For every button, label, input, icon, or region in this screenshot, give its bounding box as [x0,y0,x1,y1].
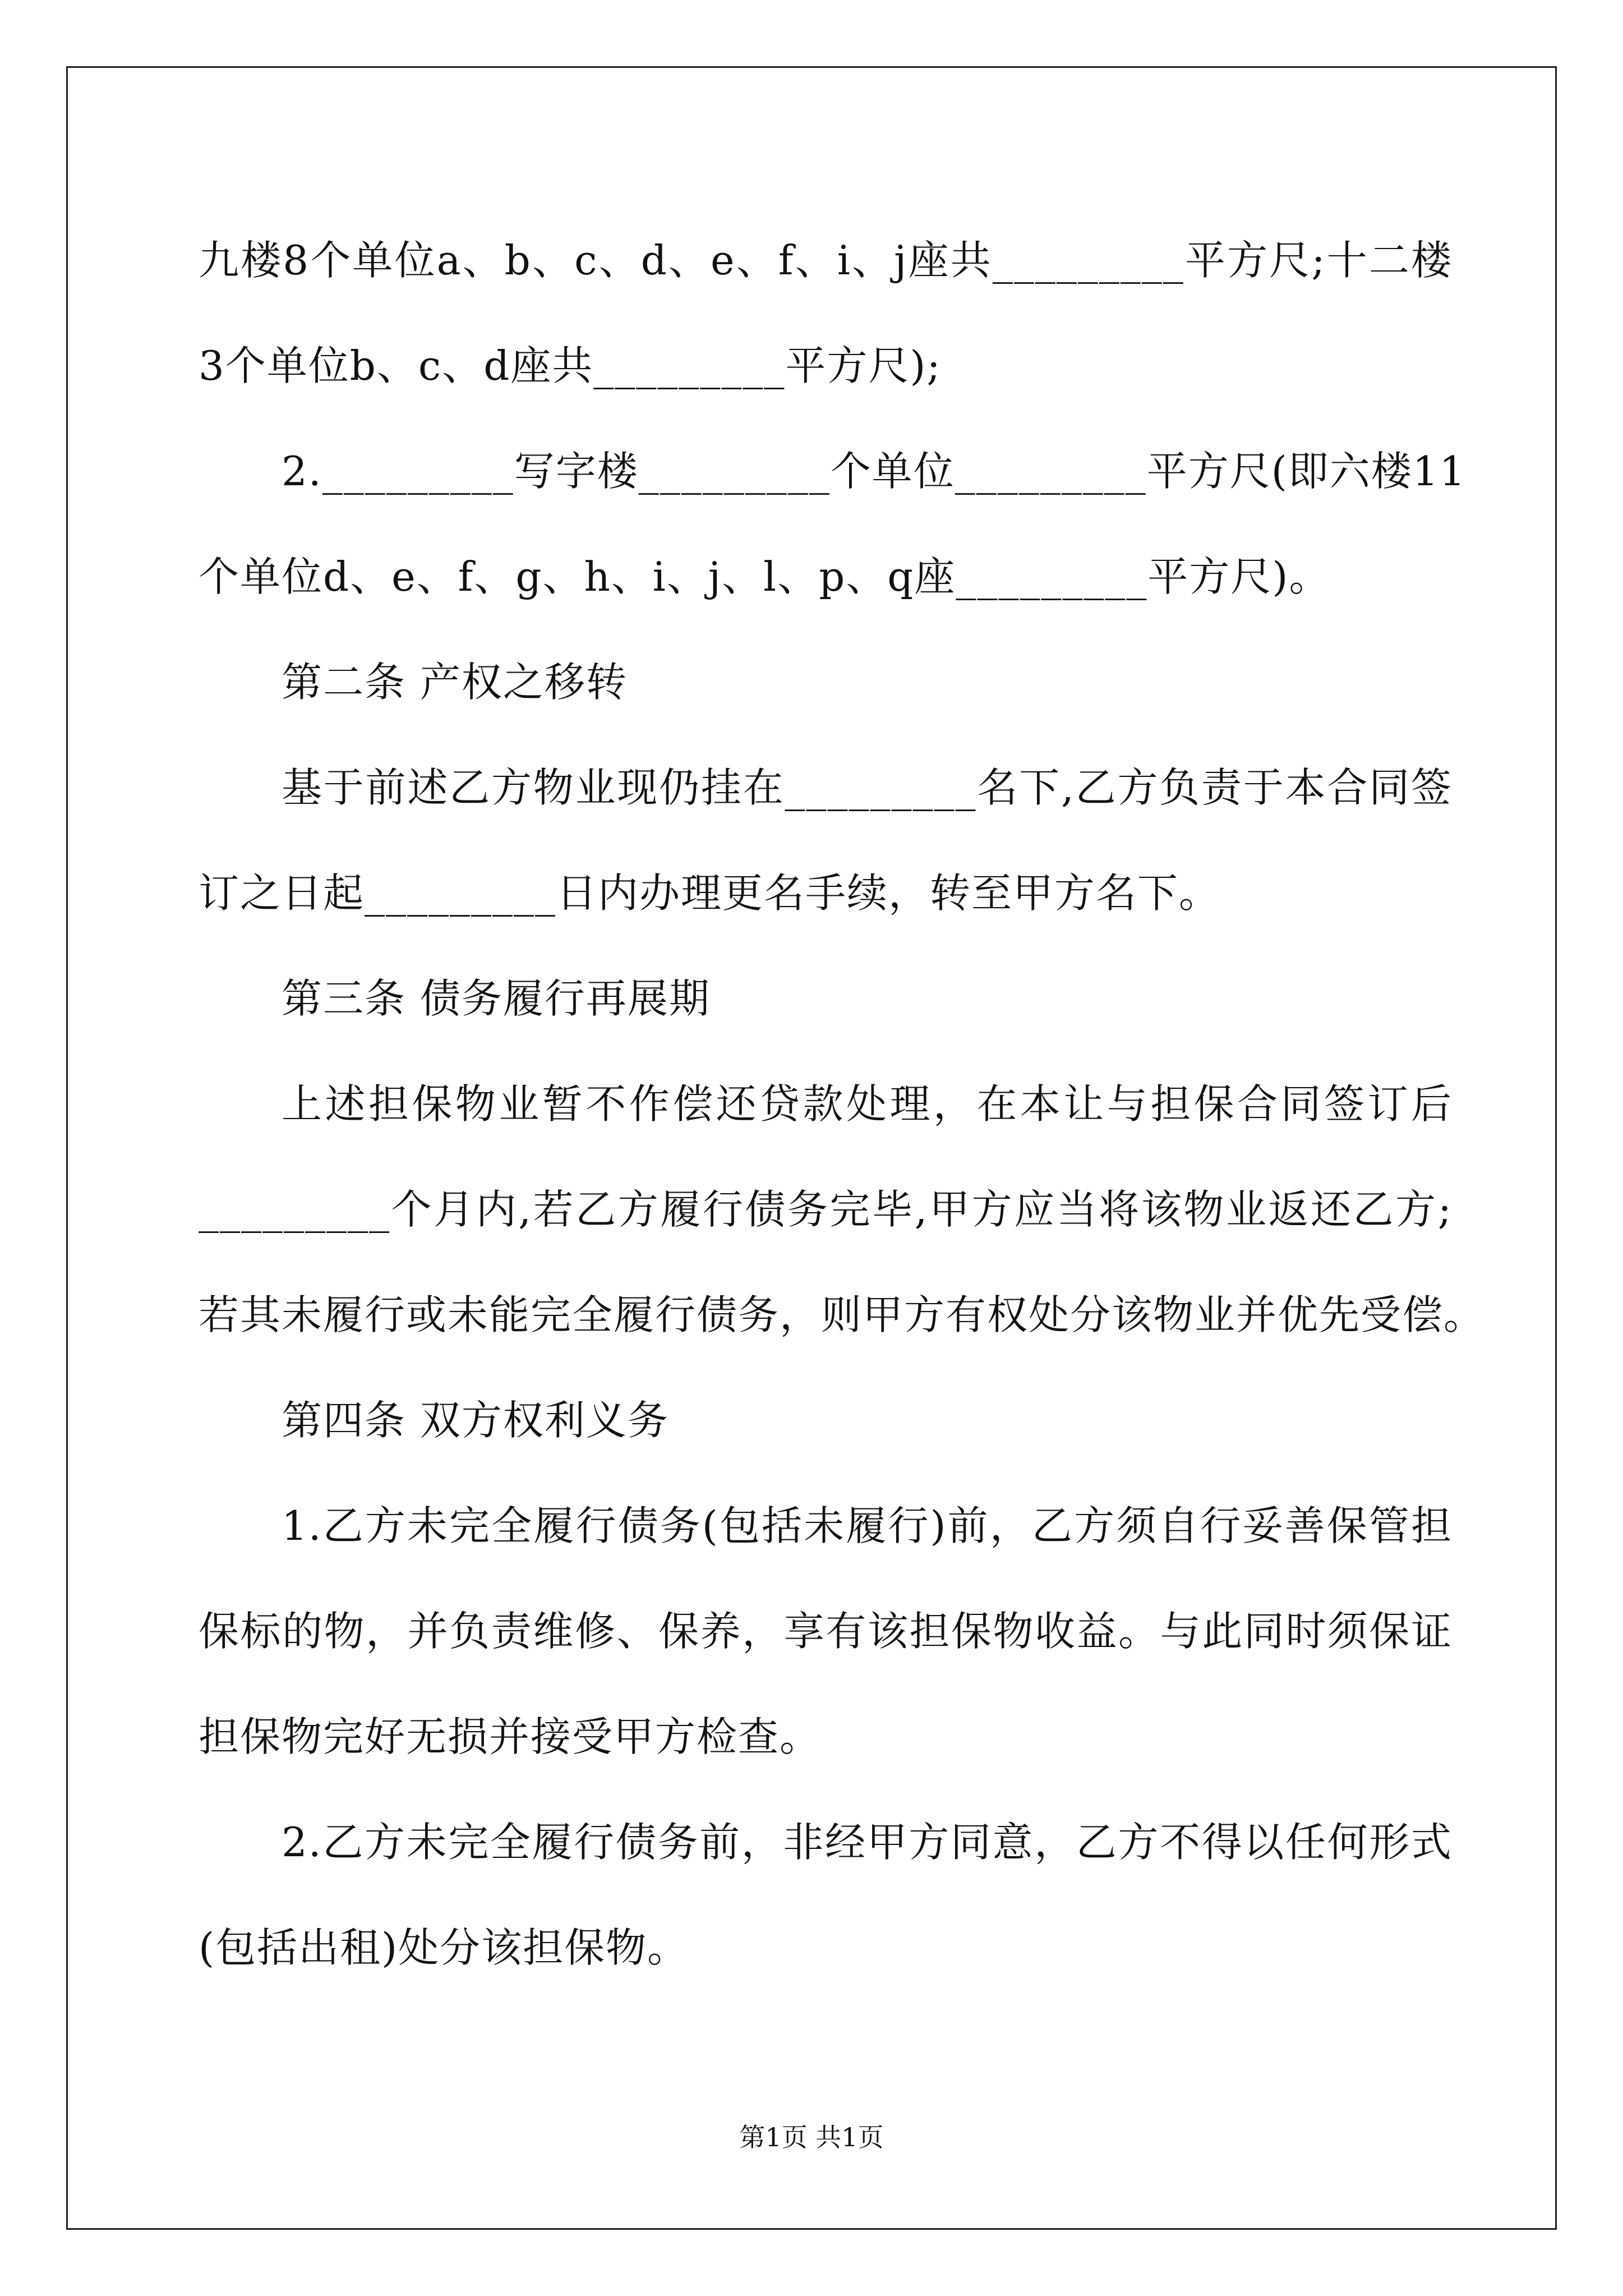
text-line: 担保物完好无损并接受甲方检查。 [199,1713,822,1760]
text-line: _________个月内,若乙方履行债务完毕,甲方应当将该物业返还乙方; [199,1186,1453,1233]
page-number-footer: 第1页 共1页 [739,2122,884,2152]
text-line: 若其未履行或未能完全履行债务，则甲方有权处分该物业并优先受偿。 [199,1291,1486,1338]
section-heading: 第四条 双方权利义务 [282,1397,669,1444]
text-line: 3个单位b、c、d座共_________平方尺); [199,342,942,389]
text-line: 1.乙方未完全履行债务(包括未履行)前，乙方须自行妥善保管担 [282,1502,1453,1549]
section-heading: 第二条 产权之移转 [282,659,628,706]
text-line: 九楼8个单位a、b、c、d、e、f、i、j座共_________平方尺;十二楼 [199,237,1453,284]
text-line: 2.乙方未完全履行债务前，非经甲方同意，乙方不得以任何形式 [282,1819,1453,1866]
text-line: 个单位d、e、f、g、h、i、j、l、p、q座_________平方尺)。 [199,553,1331,600]
text-line: 保标的物，并负责维修、保养，享有该担保物收益。与此同时须保证 [199,1608,1453,1655]
document-body [199,208,1486,2000]
text-line: (包括出租)处分该担保物。 [199,1924,689,1971]
text-line: 2._________写字楼_________个单位_________平方尺(即六楼11 [282,448,1467,495]
section-heading: 第三条 债务履行再展期 [282,975,711,1022]
text-line: 订之日起_________日内办理更名手续，转至甲方名下。 [199,869,1221,917]
text-line: 基于前述乙方物业现仍挂在_________名下,乙方负责于本合同签 [282,764,1453,811]
text-line: 上述担保物业暂不作偿还贷款处理，在本让与担保合同签订后 [282,1080,1453,1128]
